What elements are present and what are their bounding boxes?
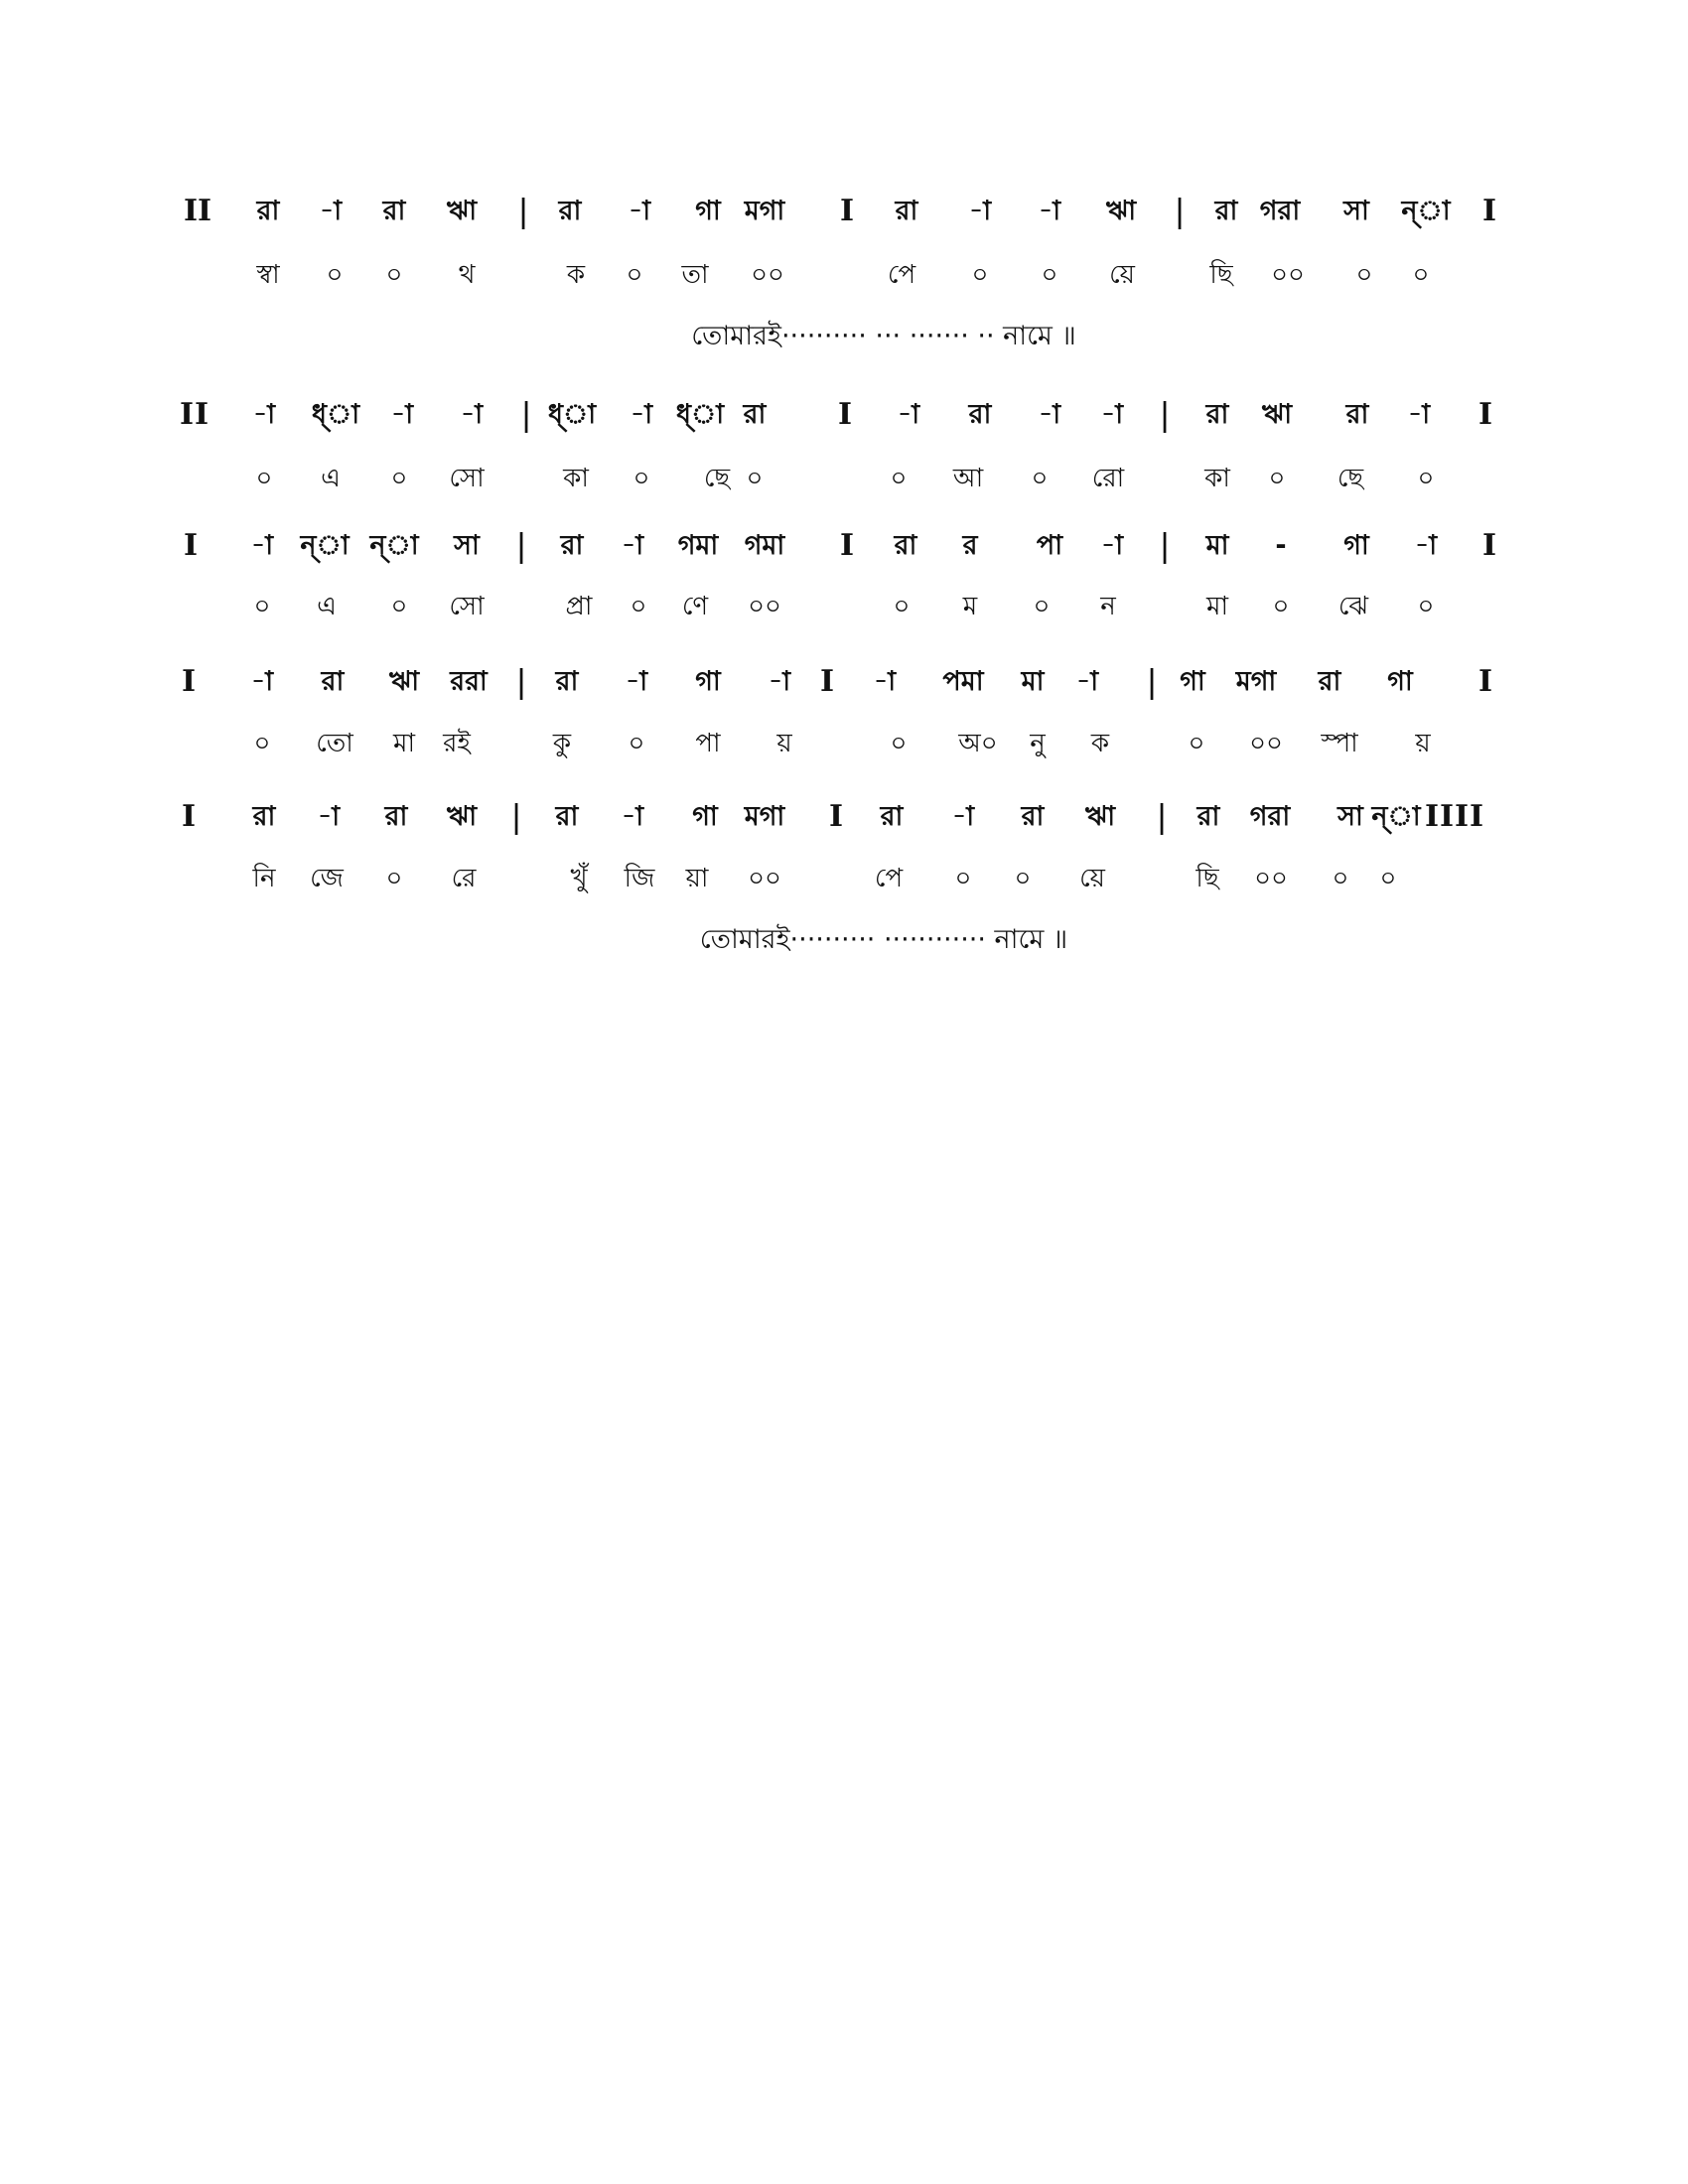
swara-note: -া xyxy=(630,399,653,430)
swara-note: -া xyxy=(951,801,975,832)
swara-note: রা xyxy=(382,196,406,226)
lyric-syllable: ছে xyxy=(1336,464,1364,493)
lyric-syllable: ০০ xyxy=(748,592,781,621)
swara-note: -া xyxy=(621,530,644,561)
swara-note: গা xyxy=(695,196,721,226)
lyric-syllable: য় xyxy=(1415,729,1431,758)
lyric-row xyxy=(0,719,1688,768)
lyric-syllable: স্বা xyxy=(256,260,280,290)
lyric-syllable: ০ xyxy=(1188,729,1205,758)
barline: I xyxy=(183,528,199,563)
barline: I xyxy=(197,194,212,228)
swara-note: মগা xyxy=(1235,666,1277,697)
notation-row xyxy=(0,187,1688,236)
lyric-syllable: ০ xyxy=(390,464,408,493)
beat-divider: | xyxy=(516,527,526,565)
lyric-syllable: থ xyxy=(458,260,476,290)
lyric-syllable: রই xyxy=(443,729,471,758)
lyric-syllable: ০ xyxy=(628,729,645,758)
notation-row xyxy=(0,657,1688,707)
swara-note: -া xyxy=(319,196,343,226)
swara-note: ঋা xyxy=(1105,196,1137,226)
lyric-syllable: এ xyxy=(321,464,341,493)
lyric-syllable: ০ xyxy=(890,464,908,493)
swara-note: মা xyxy=(1021,666,1045,697)
lyric-syllable: ০ xyxy=(893,592,911,621)
beat-divider: | xyxy=(511,798,521,836)
lyric-syllable: ম xyxy=(962,592,978,621)
lyric-syllable: ০ xyxy=(390,592,408,621)
swara-note: রা xyxy=(560,530,584,561)
swara-note: মগা xyxy=(744,196,785,226)
beat-divider: | xyxy=(521,396,531,434)
lyric-syllable: ০ xyxy=(1355,260,1373,290)
swara-note: রা xyxy=(743,399,767,430)
swara-note: -া xyxy=(968,196,992,226)
swara-note: রা xyxy=(895,196,918,226)
lyric-syllable: ০ xyxy=(1272,592,1290,621)
lyric-syllable: কা xyxy=(1204,464,1230,493)
lyric-syllable: ০ xyxy=(1041,260,1058,290)
lyric-syllable: ০ xyxy=(255,464,273,493)
lyric-syllable: নি xyxy=(252,864,276,893)
barline: I xyxy=(839,194,855,228)
swara-note: সা xyxy=(1337,801,1363,832)
lyric-syllable: জে xyxy=(310,864,344,893)
lyric-syllable: ০০ xyxy=(1254,864,1288,893)
barline: I xyxy=(839,528,855,563)
swara-note: ধ্া xyxy=(311,399,360,430)
barline: I xyxy=(181,799,197,834)
lyric-row xyxy=(0,250,1688,300)
lyric-syllable: এ xyxy=(317,592,337,621)
beat-divider: | xyxy=(1147,663,1157,701)
swara-note: রা xyxy=(1196,801,1220,832)
lyric-syllable: ০০ xyxy=(751,260,784,290)
swara-note: ধ্া xyxy=(675,399,725,430)
lyric-syllable: পা xyxy=(695,729,721,758)
swara-note: -া xyxy=(252,399,276,430)
lyric-syllable: য়ে xyxy=(1109,260,1135,290)
lyric-syllable: কা xyxy=(563,464,589,493)
lyric-syllable: সো xyxy=(449,592,485,621)
swara-note: গা xyxy=(1180,666,1205,697)
lyric-syllable: ছি xyxy=(1196,864,1219,893)
lyric-syllable: পে xyxy=(874,864,904,893)
swara-note: গা xyxy=(1387,666,1413,697)
swara-note: রা xyxy=(894,530,917,561)
swara-note: ঋা xyxy=(1084,801,1116,832)
lyric-syllable: য়ে xyxy=(1079,864,1105,893)
swara-note: -া xyxy=(628,196,651,226)
swara-note: রা xyxy=(558,196,582,226)
swara-note: রা xyxy=(1318,666,1341,697)
swara-note: ঋা xyxy=(446,196,478,226)
swara-note: ররা xyxy=(450,666,488,697)
lyric-syllable: য়া xyxy=(685,864,709,893)
barline: I xyxy=(1477,397,1493,432)
lyric-syllable: ণে xyxy=(681,592,709,621)
lyric-syllable: প্রা xyxy=(565,592,593,621)
lyric-syllable: ০ xyxy=(1332,864,1349,893)
refrain-line: তোমারই·········· ············ নামে ॥ xyxy=(699,924,1068,955)
lyric-syllable: ০ xyxy=(890,729,908,758)
lyric-syllable: মা xyxy=(1206,592,1228,621)
swara-note: -া xyxy=(250,666,274,697)
lyric-syllable: ০ xyxy=(1379,864,1397,893)
barline: I xyxy=(181,664,197,699)
lyric-syllable: তো xyxy=(316,729,353,758)
swara-note: -া xyxy=(460,399,484,430)
lyric-syllable: ০ xyxy=(385,864,403,893)
lyric-row xyxy=(0,582,1688,631)
lyric-row xyxy=(0,854,1688,903)
swara-note: রা xyxy=(1345,399,1369,430)
swara-note: -া xyxy=(873,666,897,697)
lyric-syllable: ০ xyxy=(1033,592,1051,621)
barline: I xyxy=(1481,194,1497,228)
notation-row xyxy=(0,390,1688,440)
swara-note: -া xyxy=(1414,530,1438,561)
swara-note: রা xyxy=(321,666,345,697)
lyric-syllable: ০ xyxy=(971,260,989,290)
swara-note: ন্া xyxy=(369,530,419,561)
lyric-syllable: ০০ xyxy=(1271,260,1305,290)
lyric-syllable: ঝে xyxy=(1337,592,1369,621)
swara-note: পা xyxy=(1036,530,1063,561)
swara-note: রা xyxy=(1205,399,1229,430)
barline: I xyxy=(179,397,195,432)
lyric-syllable: ০ xyxy=(1412,260,1430,290)
swara-note: গা xyxy=(1343,530,1369,561)
barline: I xyxy=(1477,664,1493,699)
swara-note: গমা xyxy=(744,530,785,561)
swara-note: - xyxy=(1275,530,1287,561)
swara-note: ঋা xyxy=(388,666,420,697)
swara-note: ঋা xyxy=(1261,399,1293,430)
beat-divider: | xyxy=(1157,798,1167,836)
refrain-line: তোমারই·········· ··· ······· ·· নামে ॥ xyxy=(691,321,1076,351)
swara-note: -া xyxy=(1038,196,1061,226)
barline: I xyxy=(1424,799,1440,834)
swara-note: ন্া xyxy=(1371,801,1421,832)
lyric-syllable: রে xyxy=(451,864,477,893)
swara-note: মা xyxy=(1205,530,1229,561)
lyric-syllable: ০ xyxy=(1268,464,1286,493)
lyric-syllable: মা xyxy=(393,729,415,758)
lyric-syllable: ০ xyxy=(326,260,344,290)
swara-note: মগা xyxy=(744,801,785,832)
lyric-syllable: নু xyxy=(1030,729,1046,758)
swara-note: -া xyxy=(768,666,791,697)
lyric-syllable: ০ xyxy=(626,260,643,290)
lyric-syllable: সো xyxy=(449,464,485,493)
barline: I xyxy=(1469,799,1484,834)
beat-divider: | xyxy=(518,193,528,230)
swara-note: ঋা xyxy=(446,801,478,832)
barline: I xyxy=(1439,799,1455,834)
swara-note: -া xyxy=(621,801,644,832)
barline: I xyxy=(194,397,210,432)
lyric-syllable: ০ xyxy=(630,592,647,621)
swara-note: রা xyxy=(968,399,992,430)
lyric-syllable: ০০ xyxy=(748,864,781,893)
barline: I xyxy=(1481,528,1497,563)
notation-row xyxy=(0,792,1688,842)
lyric-syllable: আ xyxy=(952,464,984,493)
barline: I xyxy=(1454,799,1470,834)
swara-note: ন্া xyxy=(300,530,350,561)
swara-note: -া xyxy=(1100,399,1124,430)
lyric-row xyxy=(0,454,1688,503)
lyric-syllable: পে xyxy=(887,260,916,290)
swara-note: পমা xyxy=(942,666,984,697)
swara-note: রা xyxy=(1021,801,1045,832)
swara-note: -া xyxy=(250,530,274,561)
swara-note: রা xyxy=(1214,196,1238,226)
swara-note: -া xyxy=(625,666,648,697)
lyric-syllable: ০ xyxy=(633,464,650,493)
lyric-syllable: অ০ xyxy=(958,729,998,758)
swara-note: সা xyxy=(454,530,480,561)
lyric-syllable: স্পা xyxy=(1321,729,1358,758)
swara-note: র xyxy=(962,530,978,561)
beat-divider: | xyxy=(1160,527,1170,565)
swara-note: গমা xyxy=(677,530,719,561)
lyric-syllable: ০ xyxy=(954,864,972,893)
lyric-syllable: ০ xyxy=(385,260,403,290)
lyric-syllable: ০ xyxy=(253,729,271,758)
lyric-syllable: ০ xyxy=(746,464,764,493)
lyric-syllable: ন xyxy=(1100,592,1116,621)
swara-note: গরা xyxy=(1249,801,1291,832)
beat-divider: | xyxy=(516,663,526,701)
beat-divider: | xyxy=(1175,193,1185,230)
lyric-syllable: ০ xyxy=(1417,592,1435,621)
barline: I xyxy=(837,397,853,432)
lyric-syllable: তা xyxy=(681,260,709,290)
swara-note: সা xyxy=(1343,196,1369,226)
lyric-syllable: ০ xyxy=(253,592,271,621)
swara-note: রা xyxy=(555,666,579,697)
lyric-syllable: ছে xyxy=(703,464,731,493)
notation-row xyxy=(0,521,1688,571)
swara-note: গা xyxy=(695,666,721,697)
swara-note: রা xyxy=(252,801,276,832)
swara-note: -া xyxy=(1038,399,1061,430)
lyric-syllable: য় xyxy=(776,729,792,758)
swara-note: গা xyxy=(692,801,718,832)
lyric-syllable: খুঁ xyxy=(570,864,588,893)
lyric-syllable: কু xyxy=(552,729,572,758)
swara-note: রা xyxy=(384,801,408,832)
lyric-syllable: ছি xyxy=(1209,260,1233,290)
swara-note: রা xyxy=(880,801,904,832)
swara-note: -া xyxy=(1100,530,1124,561)
lyric-syllable: ক xyxy=(566,260,586,290)
lyric-syllable: ০ xyxy=(1014,864,1032,893)
lyric-syllable: ০ xyxy=(1031,464,1049,493)
barline: I xyxy=(819,664,835,699)
swara-note: -া xyxy=(390,399,414,430)
swara-note: -া xyxy=(1075,666,1099,697)
lyric-syllable: রো xyxy=(1091,464,1125,493)
barline: I xyxy=(183,194,199,228)
swara-note: -া xyxy=(897,399,920,430)
barline: I xyxy=(828,799,844,834)
lyric-syllable: জি xyxy=(624,864,655,893)
swara-note: ন্া xyxy=(1401,196,1451,226)
swara-note: ধ্া xyxy=(547,399,597,430)
lyric-syllable: ০ xyxy=(1417,464,1435,493)
swara-note: গরা xyxy=(1259,196,1301,226)
swara-note: রা xyxy=(256,196,280,226)
beat-divider: | xyxy=(1160,396,1170,434)
swara-note: রা xyxy=(555,801,579,832)
swara-note: -া xyxy=(317,801,341,832)
swara-note: -া xyxy=(1407,399,1431,430)
lyric-syllable: ক xyxy=(1090,729,1110,758)
lyric-syllable: ০০ xyxy=(1249,729,1283,758)
